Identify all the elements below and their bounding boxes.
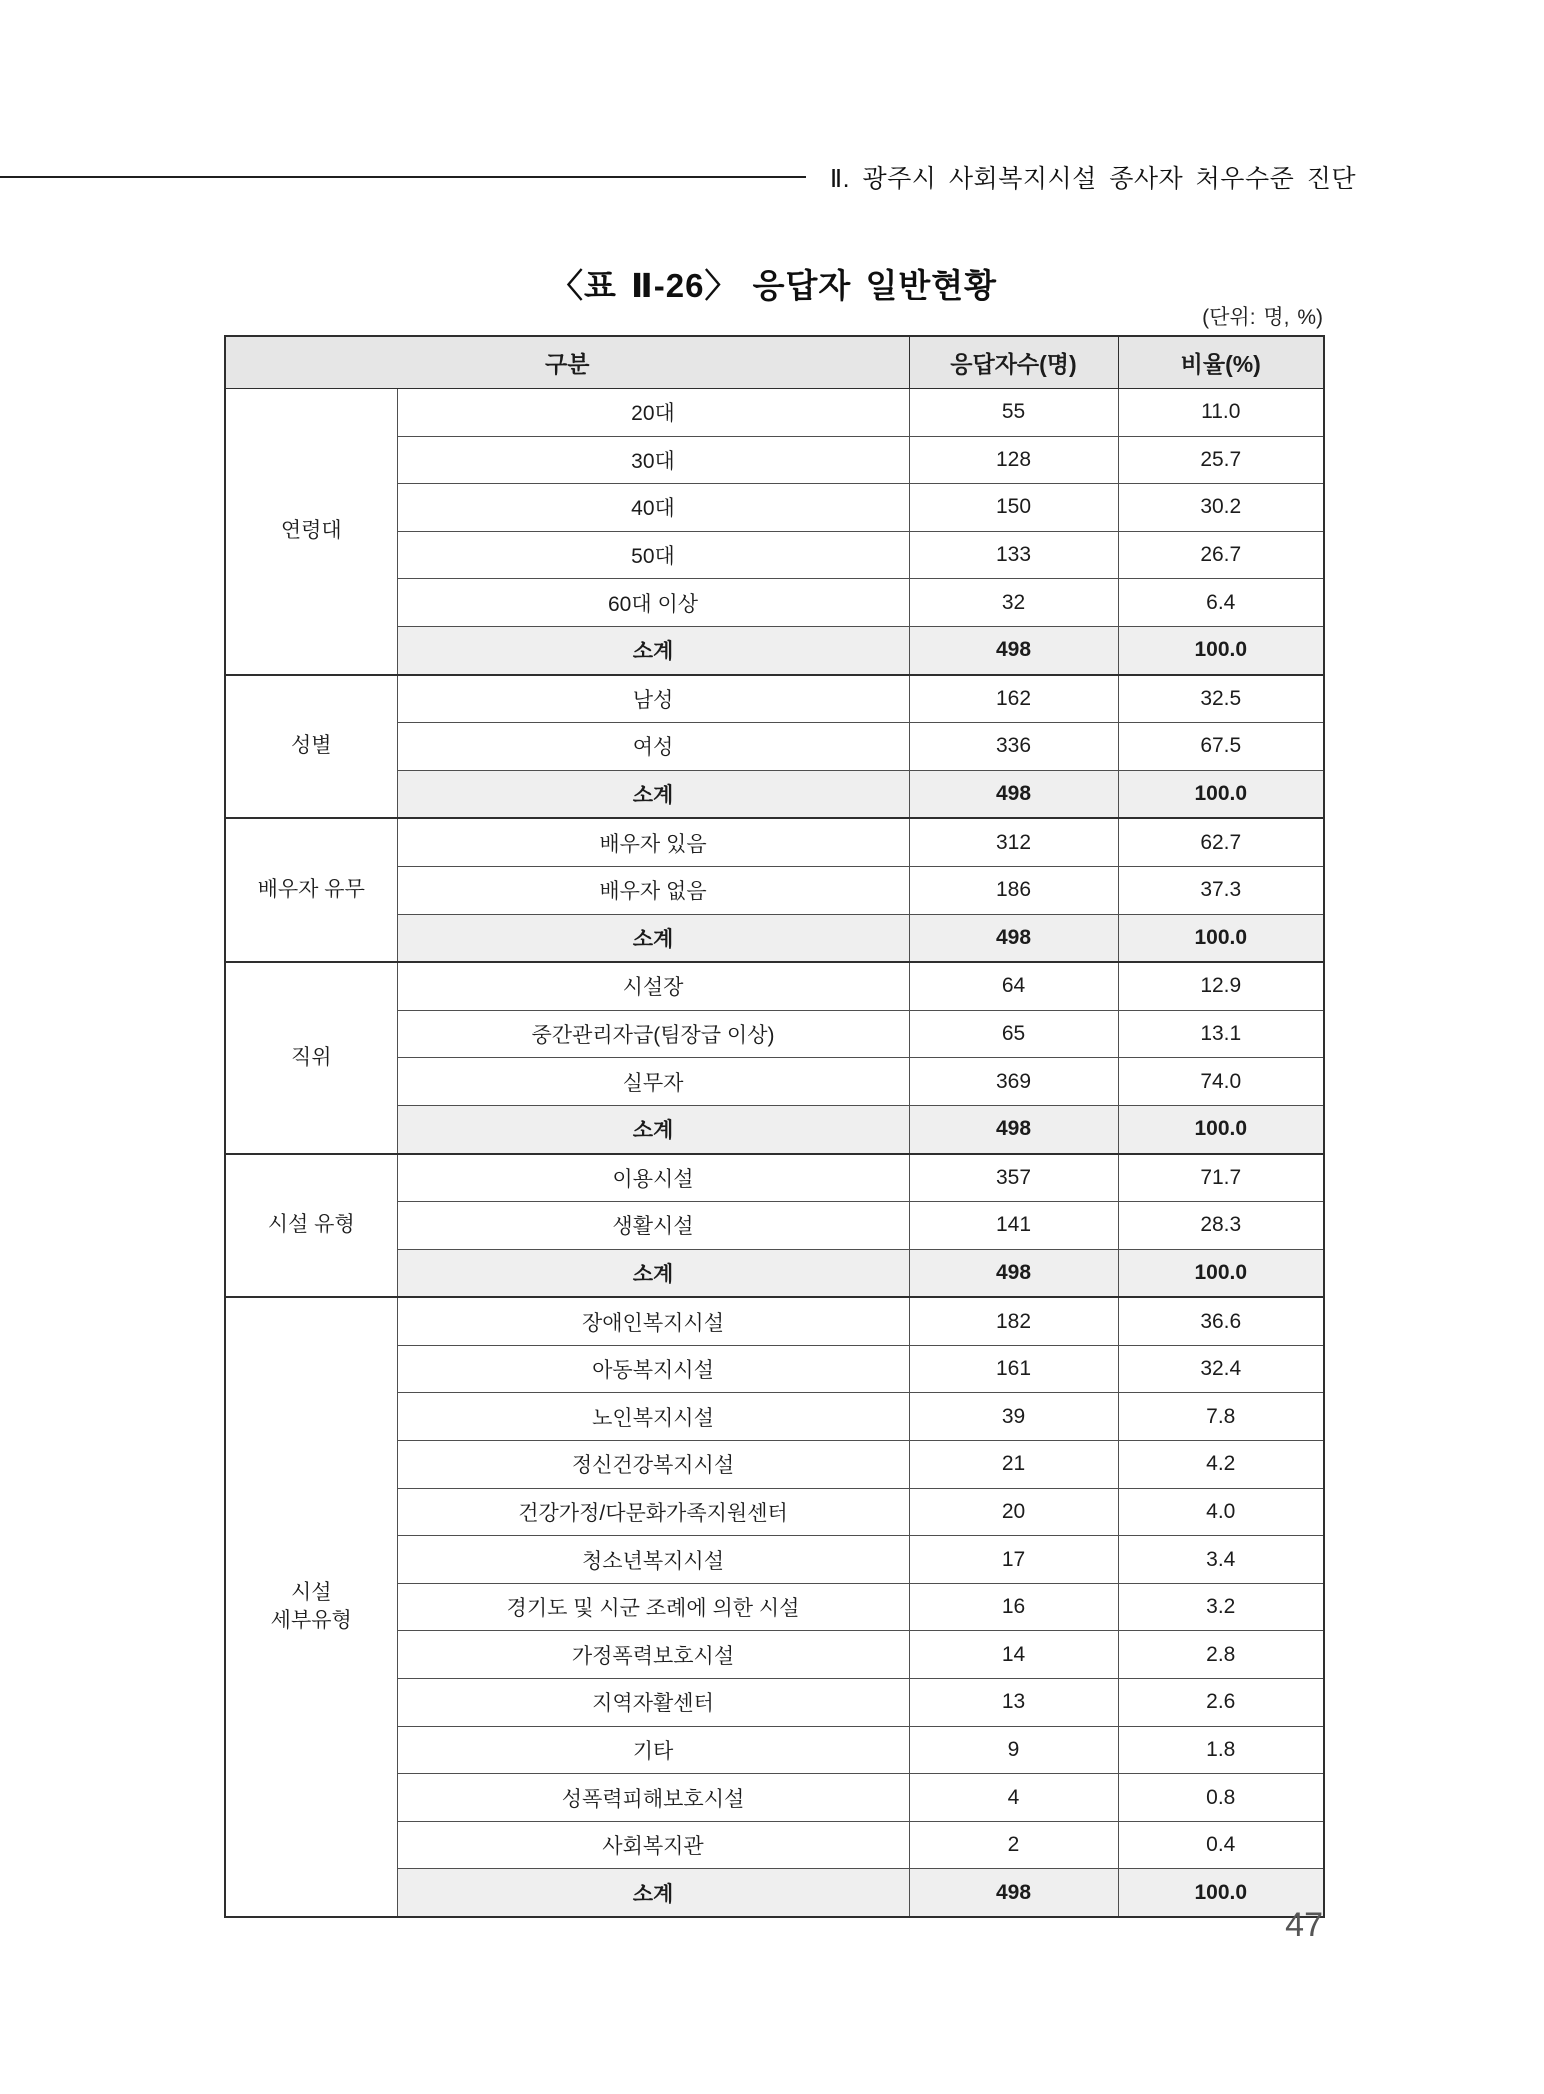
chapter-header: [0, 158, 1356, 196]
category-label: 성별: [290, 734, 332, 758]
table-body: [225, 389, 1324, 1918]
category-label: 시설: [290, 1580, 332, 1604]
category-cell: [225, 1297, 397, 1917]
row-label-cell: 배우자 있음: [397, 818, 909, 866]
row-label-cell: 성폭력피해보호시설: [397, 1774, 909, 1822]
category-label: 연령대: [280, 519, 342, 543]
row-count-cell: 32: [909, 579, 1118, 627]
row-ratio-cell: 28.3: [1118, 1202, 1324, 1250]
column-header-ratio: 비율(%): [1118, 336, 1324, 389]
category-cell: [225, 962, 397, 1153]
row-ratio-cell: 25.7: [1118, 436, 1324, 484]
row-label-cell: 지역자활센터: [397, 1679, 909, 1727]
row-ratio-cell: 74.0: [1118, 1058, 1324, 1106]
row-label-cell: 중간관리자급(팀장급 이상): [397, 1010, 909, 1058]
row-count-cell: 141: [909, 1202, 1118, 1250]
row-count-cell: 16: [909, 1583, 1118, 1631]
table-header-row: [225, 336, 1324, 389]
category-label: 직위: [290, 1045, 332, 1069]
row-count-cell: 336: [909, 723, 1118, 771]
row-label-cell: 경기도 및 시군 조례에 의한 시설: [397, 1583, 909, 1631]
row-label-cell: 배우자 없음: [397, 866, 909, 914]
row-count-cell: 17: [909, 1536, 1118, 1584]
row-label-cell: 아동복지시설: [397, 1345, 909, 1393]
row-ratio-cell: 62.7: [1118, 818, 1324, 866]
row-count-cell: 498: [909, 914, 1118, 962]
table-row: [225, 675, 1324, 723]
row-ratio-cell: 26.7: [1118, 531, 1324, 579]
table-title: 〈표 Ⅱ-26〉 응답자 일반현황: [550, 267, 997, 304]
category-cell: [225, 675, 397, 819]
row-ratio-cell: 71.7: [1118, 1154, 1324, 1202]
category-label: 배우자 유무: [257, 878, 365, 902]
unit-note: (단위: 명, %): [1202, 306, 1323, 329]
row-ratio-cell: 100.0: [1118, 1249, 1324, 1297]
row-count-cell: 182: [909, 1297, 1118, 1345]
row-count-cell: 9: [909, 1726, 1118, 1774]
row-count-cell: 498: [909, 770, 1118, 818]
row-ratio-cell: 3.2: [1118, 1583, 1324, 1631]
category-label: 세부유형: [270, 1609, 352, 1633]
table-row: [225, 1154, 1324, 1202]
row-label-cell: 남성: [397, 675, 909, 723]
row-count-cell: 14: [909, 1631, 1118, 1679]
row-count-cell: 498: [909, 626, 1118, 674]
row-ratio-cell: 30.2: [1118, 484, 1324, 532]
row-count-cell: 55: [909, 389, 1118, 437]
row-ratio-cell: 67.5: [1118, 723, 1324, 771]
row-count-cell: 162: [909, 675, 1118, 723]
row-label-cell: 소계: [397, 914, 909, 962]
row-ratio-cell: 37.3: [1118, 866, 1324, 914]
row-ratio-cell: 32.5: [1118, 675, 1324, 723]
row-ratio-cell: 0.8: [1118, 1774, 1324, 1822]
row-label-cell: 청소년복지시설: [397, 1536, 909, 1584]
row-label-cell: 여성: [397, 723, 909, 771]
row-label-cell: 60대 이상: [397, 579, 909, 627]
row-count-cell: 150: [909, 484, 1118, 532]
row-ratio-cell: 4.2: [1118, 1441, 1324, 1489]
category-cell: [225, 1154, 397, 1298]
row-count-cell: 369: [909, 1058, 1118, 1106]
column-header-category: 구분: [225, 336, 909, 389]
row-ratio-cell: 1.8: [1118, 1726, 1324, 1774]
row-ratio-cell: 3.4: [1118, 1536, 1324, 1584]
row-count-cell: 64: [909, 962, 1118, 1010]
row-count-cell: 39: [909, 1393, 1118, 1441]
row-count-cell: 498: [909, 1105, 1118, 1153]
row-count-cell: 128: [909, 436, 1118, 484]
row-label-cell: 소계: [397, 770, 909, 818]
row-ratio-cell: 7.8: [1118, 1393, 1324, 1441]
column-header-count: 응답자수(명): [909, 336, 1118, 389]
row-label-cell: 30대: [397, 436, 909, 484]
row-label-cell: 건강가정/다문화가족지원센터: [397, 1488, 909, 1536]
table-row: [225, 1297, 1324, 1345]
respondent-overview-table: [224, 335, 1325, 1918]
row-ratio-cell: 13.1: [1118, 1010, 1324, 1058]
row-label-cell: 20대: [397, 389, 909, 437]
page-number: 47: [1285, 1906, 1323, 1944]
row-label-cell: 소계: [397, 626, 909, 674]
row-count-cell: 186: [909, 866, 1118, 914]
row-ratio-cell: 6.4: [1118, 579, 1324, 627]
row-label-cell: 이용시설: [397, 1154, 909, 1202]
row-count-cell: 357: [909, 1154, 1118, 1202]
row-ratio-cell: 36.6: [1118, 1297, 1324, 1345]
table-row: [225, 818, 1324, 866]
row-ratio-cell: 0.4: [1118, 1821, 1324, 1869]
row-label-cell: 정신건강복지시설: [397, 1441, 909, 1489]
row-count-cell: 20: [909, 1488, 1118, 1536]
row-label-cell: 장애인복지시설: [397, 1297, 909, 1345]
row-label-cell: 가정폭력보호시설: [397, 1631, 909, 1679]
row-ratio-cell: 4.0: [1118, 1488, 1324, 1536]
table-row: [225, 962, 1324, 1010]
row-ratio-cell: 2.6: [1118, 1679, 1324, 1727]
row-count-cell: 133: [909, 531, 1118, 579]
row-label-cell: 기타: [397, 1726, 909, 1774]
row-label-cell: 실무자: [397, 1058, 909, 1106]
row-count-cell: 498: [909, 1869, 1118, 1917]
row-ratio-cell: 100.0: [1118, 770, 1324, 818]
chapter-rule-line: [0, 176, 806, 178]
table-row: [225, 389, 1324, 437]
row-ratio-cell: 100.0: [1118, 1105, 1324, 1153]
row-ratio-cell: 2.8: [1118, 1631, 1324, 1679]
row-count-cell: 4: [909, 1774, 1118, 1822]
row-ratio-cell: 100.0: [1118, 914, 1324, 962]
row-count-cell: 498: [909, 1249, 1118, 1297]
table-header: [225, 336, 1324, 389]
row-label-cell: 사회복지관: [397, 1821, 909, 1869]
row-label-cell: 소계: [397, 1869, 909, 1917]
category-cell: [225, 818, 397, 962]
row-count-cell: 312: [909, 818, 1118, 866]
row-ratio-cell: 12.9: [1118, 962, 1324, 1010]
row-count-cell: 13: [909, 1679, 1118, 1727]
row-count-cell: 2: [909, 1821, 1118, 1869]
row-label-cell: 50대: [397, 531, 909, 579]
row-label-cell: 40대: [397, 484, 909, 532]
row-label-cell: 소계: [397, 1249, 909, 1297]
row-label-cell: 시설장: [397, 962, 909, 1010]
row-label-cell: 생활시설: [397, 1202, 909, 1250]
row-label-cell: 노인복지시설: [397, 1393, 909, 1441]
category-label: 시설 유형: [267, 1213, 355, 1237]
row-ratio-cell: 100.0: [1118, 626, 1324, 674]
row-ratio-cell: 11.0: [1118, 389, 1324, 437]
chapter-title: Ⅱ. 광주시 사회복지시설 종사자 처우수준 진단: [829, 165, 1356, 193]
row-count-cell: 161: [909, 1345, 1118, 1393]
row-label-cell: 소계: [397, 1105, 909, 1153]
row-count-cell: 65: [909, 1010, 1118, 1058]
category-cell: [225, 389, 397, 675]
row-ratio-cell: 100.0: [1118, 1869, 1324, 1917]
row-ratio-cell: 32.4: [1118, 1345, 1324, 1393]
row-count-cell: 21: [909, 1441, 1118, 1489]
